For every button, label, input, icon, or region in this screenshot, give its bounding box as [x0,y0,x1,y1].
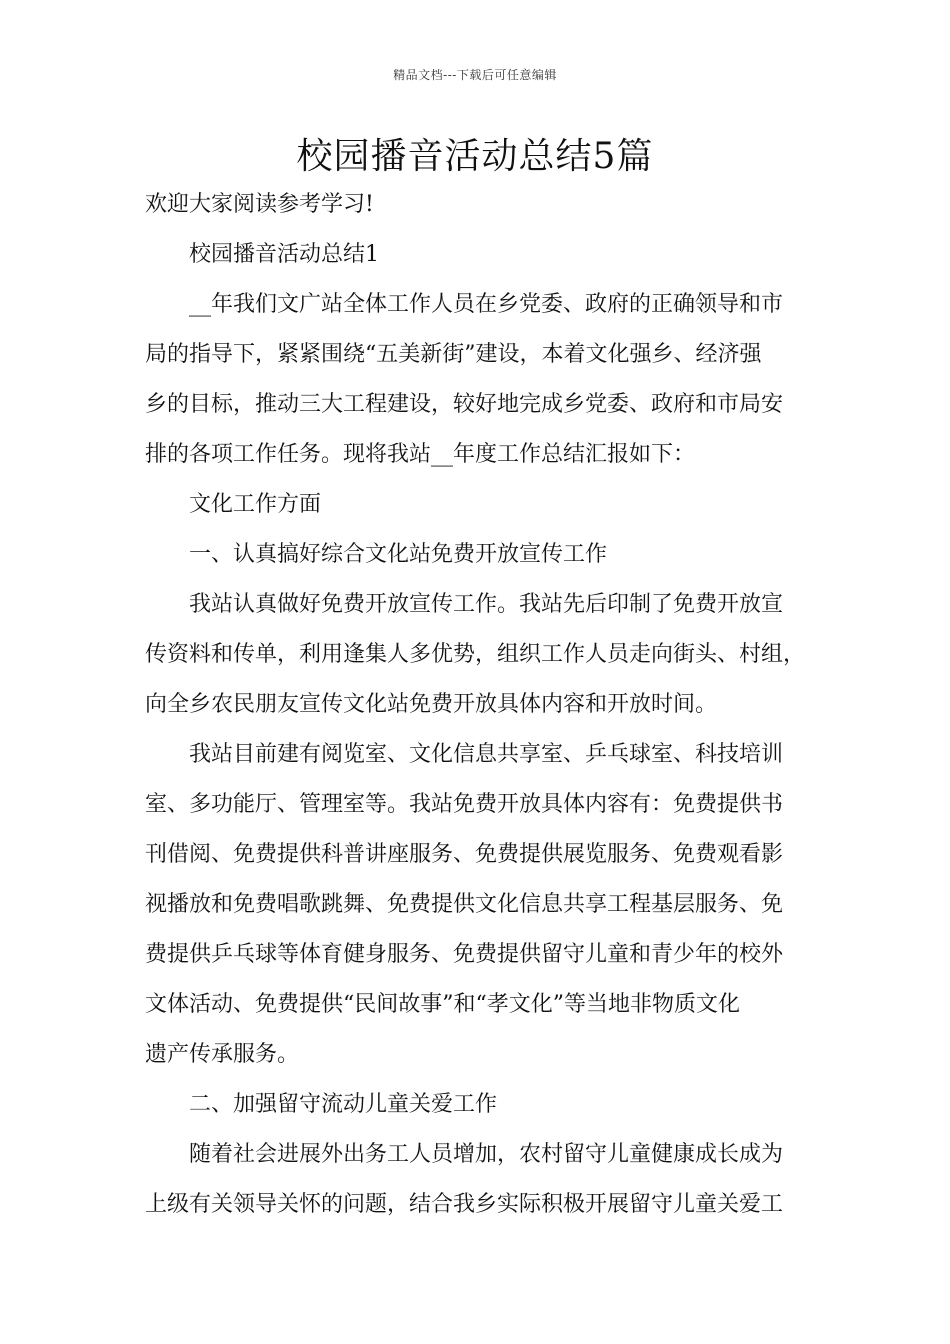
text-line: 随着社会进展外出务工人员增加，农村留守儿童健康成长成为 [189,1142,784,1167]
text-line: 文体活动、免费提供“民间故事”和“孝文化”等当地非物质文化 [145,992,740,1017]
text-line: 欢迎大家阅读参考学习! [145,192,374,217]
header-note: 精品文档---下载后可任意编辑 [393,68,557,82]
text-line: 我站目前建有阅览室、文化信息共享室、乒乓球室、科技培训 [189,742,784,767]
text-line: 我站认真做好免费开放宣传工作。我站先后印制了免费开放宣 [189,592,784,617]
text-line: 上级有关领导关怀的问题，结合我乡实际积极开展留守儿童关爱工 [145,1192,784,1217]
text-line: 乡的目标，推动三大工程建设，较好地完成乡党委、政府和市局安 [145,392,784,417]
text-line: __年我们文广站全体工作人员在乡党委、政府的正确领导和市 [189,292,784,317]
text-line: 刊借阅、免费提供科普讲座服务、免费提供展览服务、免费观看影 [145,842,784,867]
text-line: 视播放和免费唱歌跳舞、免费提供文化信息共享工程基层服务、免 [145,892,784,917]
text-line: 二、加强留守流动儿童关爱工作 [189,1092,498,1117]
text-line: 遗产传承服务。 [145,1042,300,1067]
document-body [145,180,815,1230]
text-line: 向全乡农民朋友宣传文化站免费开放具体内容和开放时间。 [145,692,718,717]
text-line: 一、认真搞好综合文化站免费开放宣传工作 [189,542,608,567]
text-line: 排的各项工作任务。现将我站__年度工作总结汇报如下： [145,442,696,467]
text-line: 传资料和传单，利用逢集人多优势，组织工作人员走向街头、村组， [145,642,806,667]
text-line: 费提供乒乓球等体育健身服务、免费提供留守儿童和青少年的校外 [145,942,784,967]
document-title: 校园播音活动总结5篇 [296,136,654,177]
text-line: 文化工作方面 [189,492,322,517]
text-line: 局的指导下，紧紧围绕“五美新街”建设，本着文化强乡、经济强 [145,342,762,367]
text-line: 室、多功能厅、管理室等。我站免费开放具体内容有：免费提供书 [145,792,784,817]
text-line: 校园播音活动总结1 [189,242,379,267]
